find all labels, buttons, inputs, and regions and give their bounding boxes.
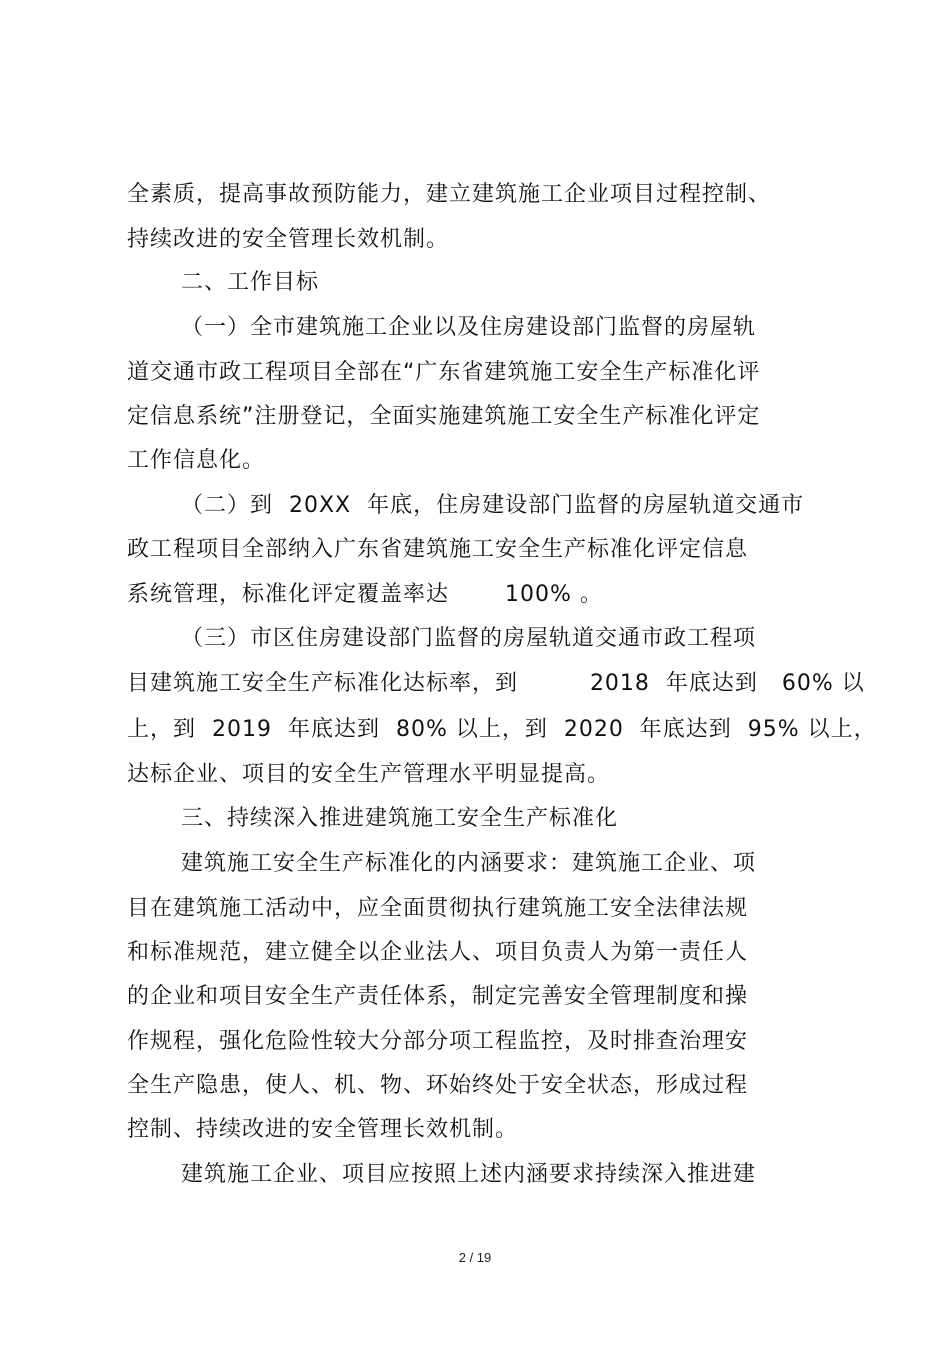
body-text-line: 全生产隐患，使人、机、物、环始终处于安全状态，形成过程 (127, 1073, 749, 1098)
body-text-line: 控制、持续改进的安全管理长效机制。 (127, 1117, 519, 1142)
body-text-line: 道交通市政工程项目全部在“广东省建筑施工安全生产标准化评 (127, 360, 761, 385)
section-heading: 二、工作目标 (181, 270, 320, 295)
body-text-line: 系统管理，标准化评定覆盖率达 100% 。 (127, 582, 603, 607)
body-text-line: 和标准规范，建立健全以企业法人、项目负责人为第一责任人 (127, 940, 749, 965)
section-heading: 三、持续深入推进建筑施工安全生产标准化 (181, 806, 619, 831)
body-text-line: （三）市区住房建设部门监督的房屋轨道交通市政工程项 (181, 626, 757, 651)
body-text-line: 建筑施工安全生产标准化的内涵要求：建筑施工企业、项 (181, 851, 757, 876)
body-text-line: 目建筑施工安全生产标准化达标率，到 2018 年底达到 60% 以 (127, 671, 865, 696)
body-text-line: 上，到 2019 年底达到 80% 以上，到 2020 年底达到 95% 以上， (127, 717, 877, 742)
body-text-line: （二）到 20XX 年底，住房建设部门监督的房屋轨道交通市 (181, 493, 805, 518)
body-text-line: 政工程项目全部纳入广东省建筑施工安全生产标准化评定信息 (127, 537, 749, 562)
body-text-line: 作规程，强化危险性较大分部分项工程监控，及时排查治理安 (127, 1029, 749, 1054)
body-text-line: 建筑施工企业、项目应按照上述内涵要求持续深入推进建 (181, 1162, 757, 1187)
body-text-line: 全素质，提高事故预防能力，建立建筑施工企业项目过程控制、 (127, 182, 772, 207)
body-text-line: 的企业和项目安全生产责任体系，制定完善安全管理制度和操 (127, 984, 749, 1009)
body-text-line: 定信息系统”注册登记，全面实施建筑施工安全生产标准化评定 (127, 404, 761, 429)
body-text-line: 目在建筑施工活动中，应全面贯彻执行建筑施工安全法律法规 (127, 896, 749, 921)
body-text-line: 达标企业、项目的安全生产管理水平明显提高。 (127, 762, 611, 787)
page-number: 2 / 19 (458, 1250, 492, 1265)
body-text-line: （一）全市建筑施工企业以及住房建设部门监督的房屋轨 (181, 315, 757, 340)
body-text-line: 工作信息化。 (127, 448, 266, 473)
body-text-line: 持续改进的安全管理长效机制。 (127, 227, 450, 252)
